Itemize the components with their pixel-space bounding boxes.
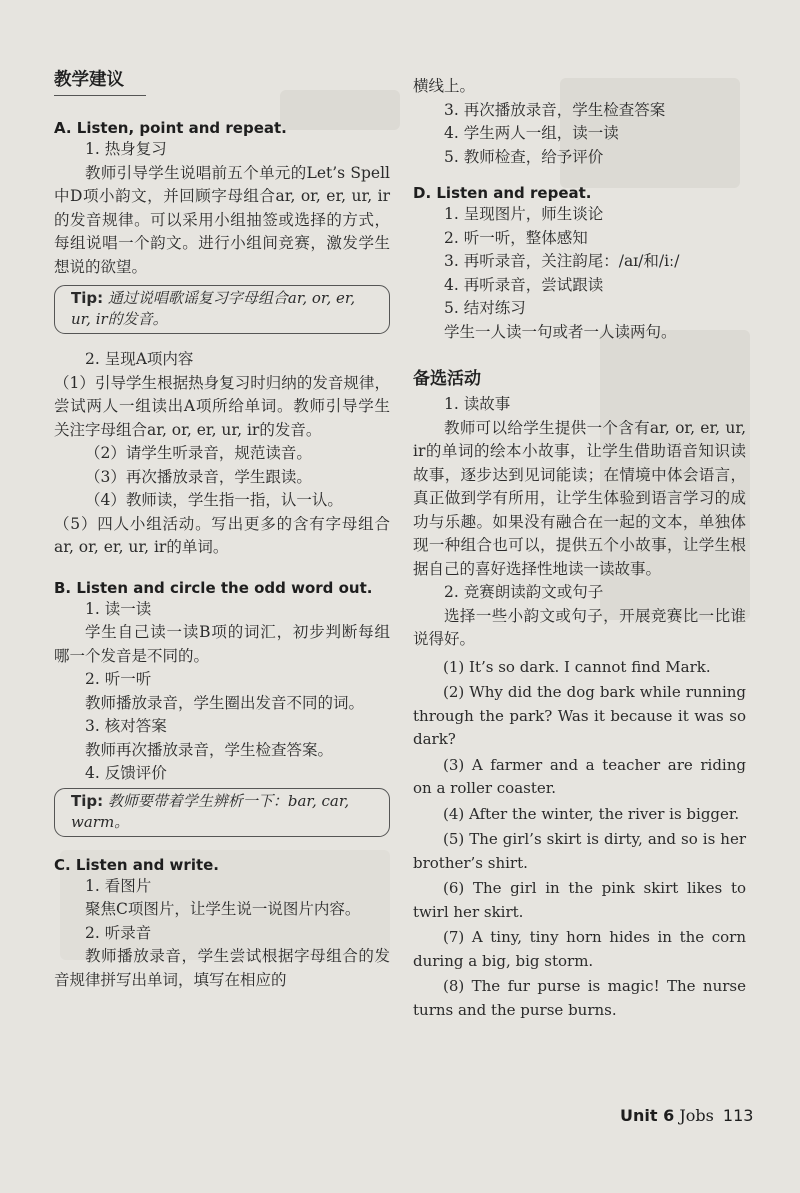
paragraph: 教师播放录音，学生圈出发音不同的词。 (85, 693, 365, 712)
tip-label: Tip: (71, 289, 104, 307)
step-title: 3. 再听录音，关注韵尾：/aɪ/和/iː/ (444, 252, 680, 270)
footer-unit-title: Jobs (679, 1106, 714, 1125)
alt-activities-heading: 备选活动 (413, 369, 481, 389)
tip-label: Tip: (71, 791, 104, 810)
right-column (413, 75, 746, 1022)
section-c-title: C. Listen and write. (54, 855, 219, 874)
practice-sentence: (6) The girl in the pink skirt likes to twirl her skirt. (413, 879, 746, 921)
practice-sentence: (3) A farmer and a teacher are riding on a roller coaster. (413, 755, 746, 797)
left-column (54, 66, 390, 992)
practice-sentence: (8) The fur purse is magic! The nurse turns and the purse burns. (413, 977, 746, 1019)
list-item: （4）教师读，学生指一指，认一认。 (85, 491, 343, 509)
tip-box (54, 285, 390, 334)
paragraph: 聚焦C项图片，让学生说一说图片内容。 (85, 900, 361, 918)
practice-sentence: (1) It’s so dark. I cannot find Mark. (443, 657, 711, 676)
page-footer (620, 1106, 753, 1125)
step-title: 5. 结对练习 (444, 299, 526, 317)
step-title: 2. 听录音 (85, 923, 152, 942)
paragraph: 教师再次播放录音，学生检查答案。 (85, 740, 334, 759)
paragraph: 选择一些小韵文或句子，开展竞赛比一比谁说得好。 (413, 606, 746, 648)
paragraph: （1）引导学生根据热身复习时归纳的发音规律，尝试两人一组读出A项所给单词。教师引导学生关注字母组合ar, or, er, ur, ir的发音。 (54, 373, 390, 439)
section-a-title: A. Listen, point and repeat. (54, 119, 287, 137)
step-title: 2. 呈现A项内容 (85, 350, 194, 368)
step-title: 5. 教师检查，给予评价 (444, 147, 604, 166)
paragraph: 学生自己读一读B项的词汇，初步判断每组哪一个发音是不同的。 (54, 623, 390, 665)
page-number: 113 (722, 1106, 754, 1125)
step-title: 2. 竞赛朗读韵文或句子 (444, 583, 604, 601)
list-item: （3）再次播放录音，学生跟读。 (85, 467, 312, 486)
practice-sentence: (7) A tiny, tiny horn hides in the corn during a big, big storm. (413, 928, 746, 970)
step-title: 2. 听一听 (85, 670, 152, 688)
step-title: 1. 热身复习 (85, 140, 167, 158)
tip-text: 通过说唱歌谣复习字母组合ar, or, er, ur, ir的发音。 (71, 289, 356, 328)
paragraph: （5）四人小组活动。写出更多的含有字母组合ar, or, er, ur, ir的单词。 (54, 514, 390, 556)
section-b-title: B. Listen and circle the odd word out. (54, 578, 373, 597)
step-title: 3. 再次播放录音，学生检查答案 (444, 100, 666, 119)
page-heading: 教学建议 (54, 66, 146, 96)
list-item: （2）请学生听录音，规范读音。 (85, 444, 312, 462)
paragraph: 学生一人读一句或者一人读两句。 (444, 322, 677, 341)
step-title: 1. 呈现图片，师生谈论 (444, 205, 604, 223)
footer-unit: Unit 6 (620, 1106, 675, 1125)
practice-sentence: (2) Why did the dog bark while running through the park? Was it because it was so dark? (413, 683, 746, 748)
step-title: 1. 读故事 (444, 395, 511, 413)
step-title: 2. 听一听，整体感知 (444, 228, 588, 247)
step-title: 1. 看图片 (85, 876, 152, 895)
step-title: 4. 学生两人一组，读一读 (444, 124, 619, 142)
paragraph: 教师引导学生说唱前五个单元的Let’s Spell中D项小韵文，并回顾字母组合ar, or, er, ur, ir的发音规律。可以采用小组抽签或选择的方式，每组说唱一个韵文。进行小组间竞赛，激发学生想说的欲望。 (54, 163, 390, 276)
step-title: 4. 再听录音，尝试跟读 (444, 275, 604, 294)
tip-text: 教师要带着学生辨析一下：bar, car, warm。 (71, 791, 350, 831)
practice-sentence: (5) The girl’s skirt is dirty, and so is her brother’s shirt. (413, 830, 746, 872)
step-title: 4. 反馈评价 (85, 764, 167, 782)
paragraph: 教师播放录音，学生尝试根据字母组合的发音规律拼写出单词，填写在相应的 (54, 947, 390, 989)
section-d-title: D. Listen and repeat. (413, 184, 592, 202)
paragraph: 教师可以给学生提供一个含有ar, or, er, ur, ir的单词的绘本小故事，让学生借助语音知识读故事，逐步达到见词能读；在情境中体会语言，真正做到学有所用，让学生体验到语言学习的成功与乐趣。如果没有融合在一起的文本，单独体现一种组合也可以，提供五个小故事，让学生根据自己的喜好选择性地读一读故事。 (413, 418, 746, 578)
step-title: 1. 读一读 (85, 599, 152, 618)
paragraph: 横线上。 (413, 77, 476, 95)
practice-sentence: (4) After the winter, the river is bigger. (443, 804, 740, 823)
step-title: 3. 核对答案 (85, 717, 167, 735)
tip-box (54, 788, 390, 837)
